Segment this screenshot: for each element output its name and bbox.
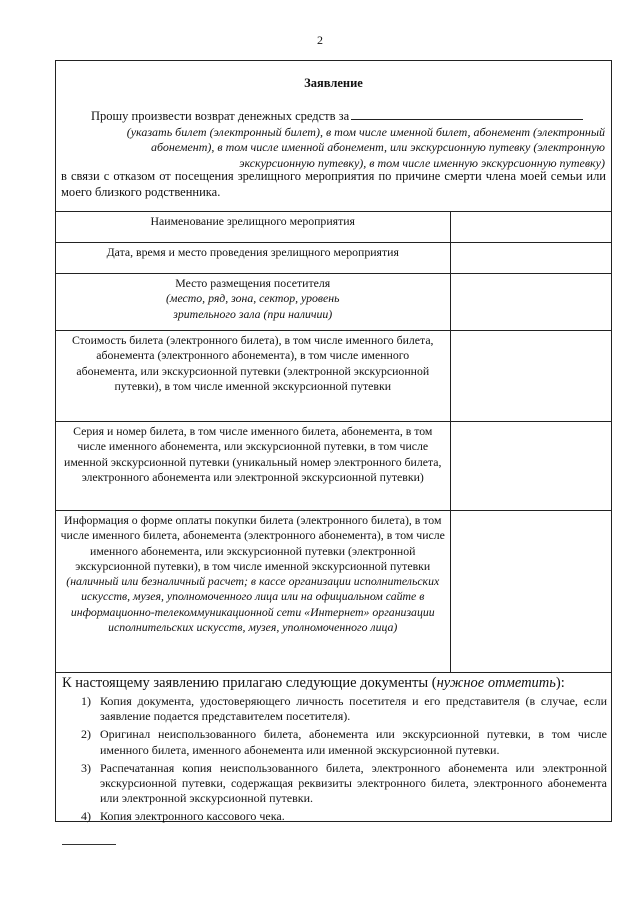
list-item[interactable]: 4) Копия электронного кассового чека. bbox=[81, 809, 285, 824]
table-row bbox=[56, 422, 612, 511]
field-value-seat[interactable] bbox=[450, 274, 612, 331]
list-item[interactable]: 1) Копия документа, удостоверяющего личность посетителя и его представителя (в случае, если заявление подается представителем посетителя). bbox=[81, 694, 607, 724]
field-label-event-name: Наименование зрелищного мероприятия bbox=[56, 212, 450, 243]
refund-item-input[interactable] bbox=[351, 109, 583, 120]
table-row bbox=[56, 511, 612, 673]
field-label-seat: Место размещения посетителя (место, ряд, зона, сектор, уровень зрительного зала (при наличии) bbox=[56, 274, 450, 331]
field-label-date-place: Дата, время и место проведения зрелищного мероприятия bbox=[56, 243, 450, 274]
request-note: (указать билет (электронный билет), в том числе именной билет, абонемент (электронный абонемент), в том числе именной абонемент, или экскурсионную путевку (электронную экскурсионную путевку), в том числе именную экскурсионную путевку) bbox=[126, 125, 605, 170]
form-title: Заявление bbox=[304, 76, 363, 90]
field-hint-payment: (наличный или безналичный расчет; в кассе организации исполнительских искусств, музея, уполномоченного лица или на официальном сайте в информационно-телекоммуникационной сети «Интернет» организации исполнительских искусств, музея, уполномоченного лица) bbox=[66, 574, 440, 635]
documents-list bbox=[62, 694, 607, 825]
attached-documents bbox=[62, 675, 607, 828]
table-row bbox=[56, 243, 612, 274]
field-value-ticket-number[interactable] bbox=[450, 422, 612, 511]
field-value-payment[interactable] bbox=[450, 511, 612, 673]
documents-heading: К настоящему заявлению прилагаю следующие документы (нужное отметить): bbox=[62, 675, 565, 691]
field-hint-seat: (место, ряд, зона, сектор, уровень зрительного зала (при наличии) bbox=[165, 291, 340, 321]
application-form bbox=[55, 60, 612, 822]
table-row bbox=[56, 331, 612, 422]
request-prefix: Прошу произвести возврат денежных средств за bbox=[91, 109, 350, 123]
footnote-divider bbox=[62, 844, 116, 845]
list-item[interactable]: 3) Распечатанная копия неиспользованного билета, электронного абонемента или электронной экскурсионной путевки, содержащая реквизиты электронного билета, электронного абонемента или электронной экскурсионной путевки. bbox=[81, 760, 607, 806]
request-line bbox=[91, 109, 583, 124]
fields-table bbox=[56, 211, 612, 673]
field-value-cost[interactable] bbox=[450, 331, 612, 422]
field-label-cost: Стоимость билета (электронного билета), в том числе именного билета, абонемента (электронного абонемента), в том числе именного абонемента, или экскурсионной путевки (электронной экскурсионной путевки), в том числе именной экскурсионной путевки bbox=[56, 331, 450, 422]
field-value-event-name[interactable] bbox=[450, 212, 612, 243]
field-label-payment: Информация о форме оплаты покупки билета (электронного билета), в том числе именного билета, абонемента (электронного абонемента), в том числе именного абонемента, или экскурсионной путевки (электронной экскурсионной путевки), в том числе именной экскурсионной путевки (наличный или безналичный расчет; в кассе организации исполнительских искусств, музея, уполномоченного лица или на официальном сайте в информационно-телекоммуникационной сети «Интернет» организации исполнительских искусств, музея, уполномоченного лица) bbox=[56, 511, 450, 673]
reason-text: в связи с отказом от посещения зрелищного мероприятия по причине смерти члена моей семьи или моего близкого родственника. bbox=[61, 169, 606, 199]
page-number: 2 bbox=[317, 33, 323, 47]
field-value-date-place[interactable] bbox=[450, 243, 612, 274]
table-row bbox=[56, 274, 612, 331]
field-label-ticket-number: Серия и номер билета, в том числе именного билета, абонемента, в том числе именного абонемента, или экскурсионной путевки, в том числе именной экскурсионной путевки (уникальный номер электронного билета, электронного абонемента или электронной экскурсионной путевки) bbox=[56, 422, 450, 511]
list-item[interactable]: 2) Оригинал неиспользованного билета, абонемента или экскурсионной путевки, в том числе именного билета, именного абонемента или именной экскурсионной путевки. bbox=[81, 727, 607, 757]
table-row bbox=[56, 212, 612, 243]
form-header bbox=[56, 61, 611, 211]
